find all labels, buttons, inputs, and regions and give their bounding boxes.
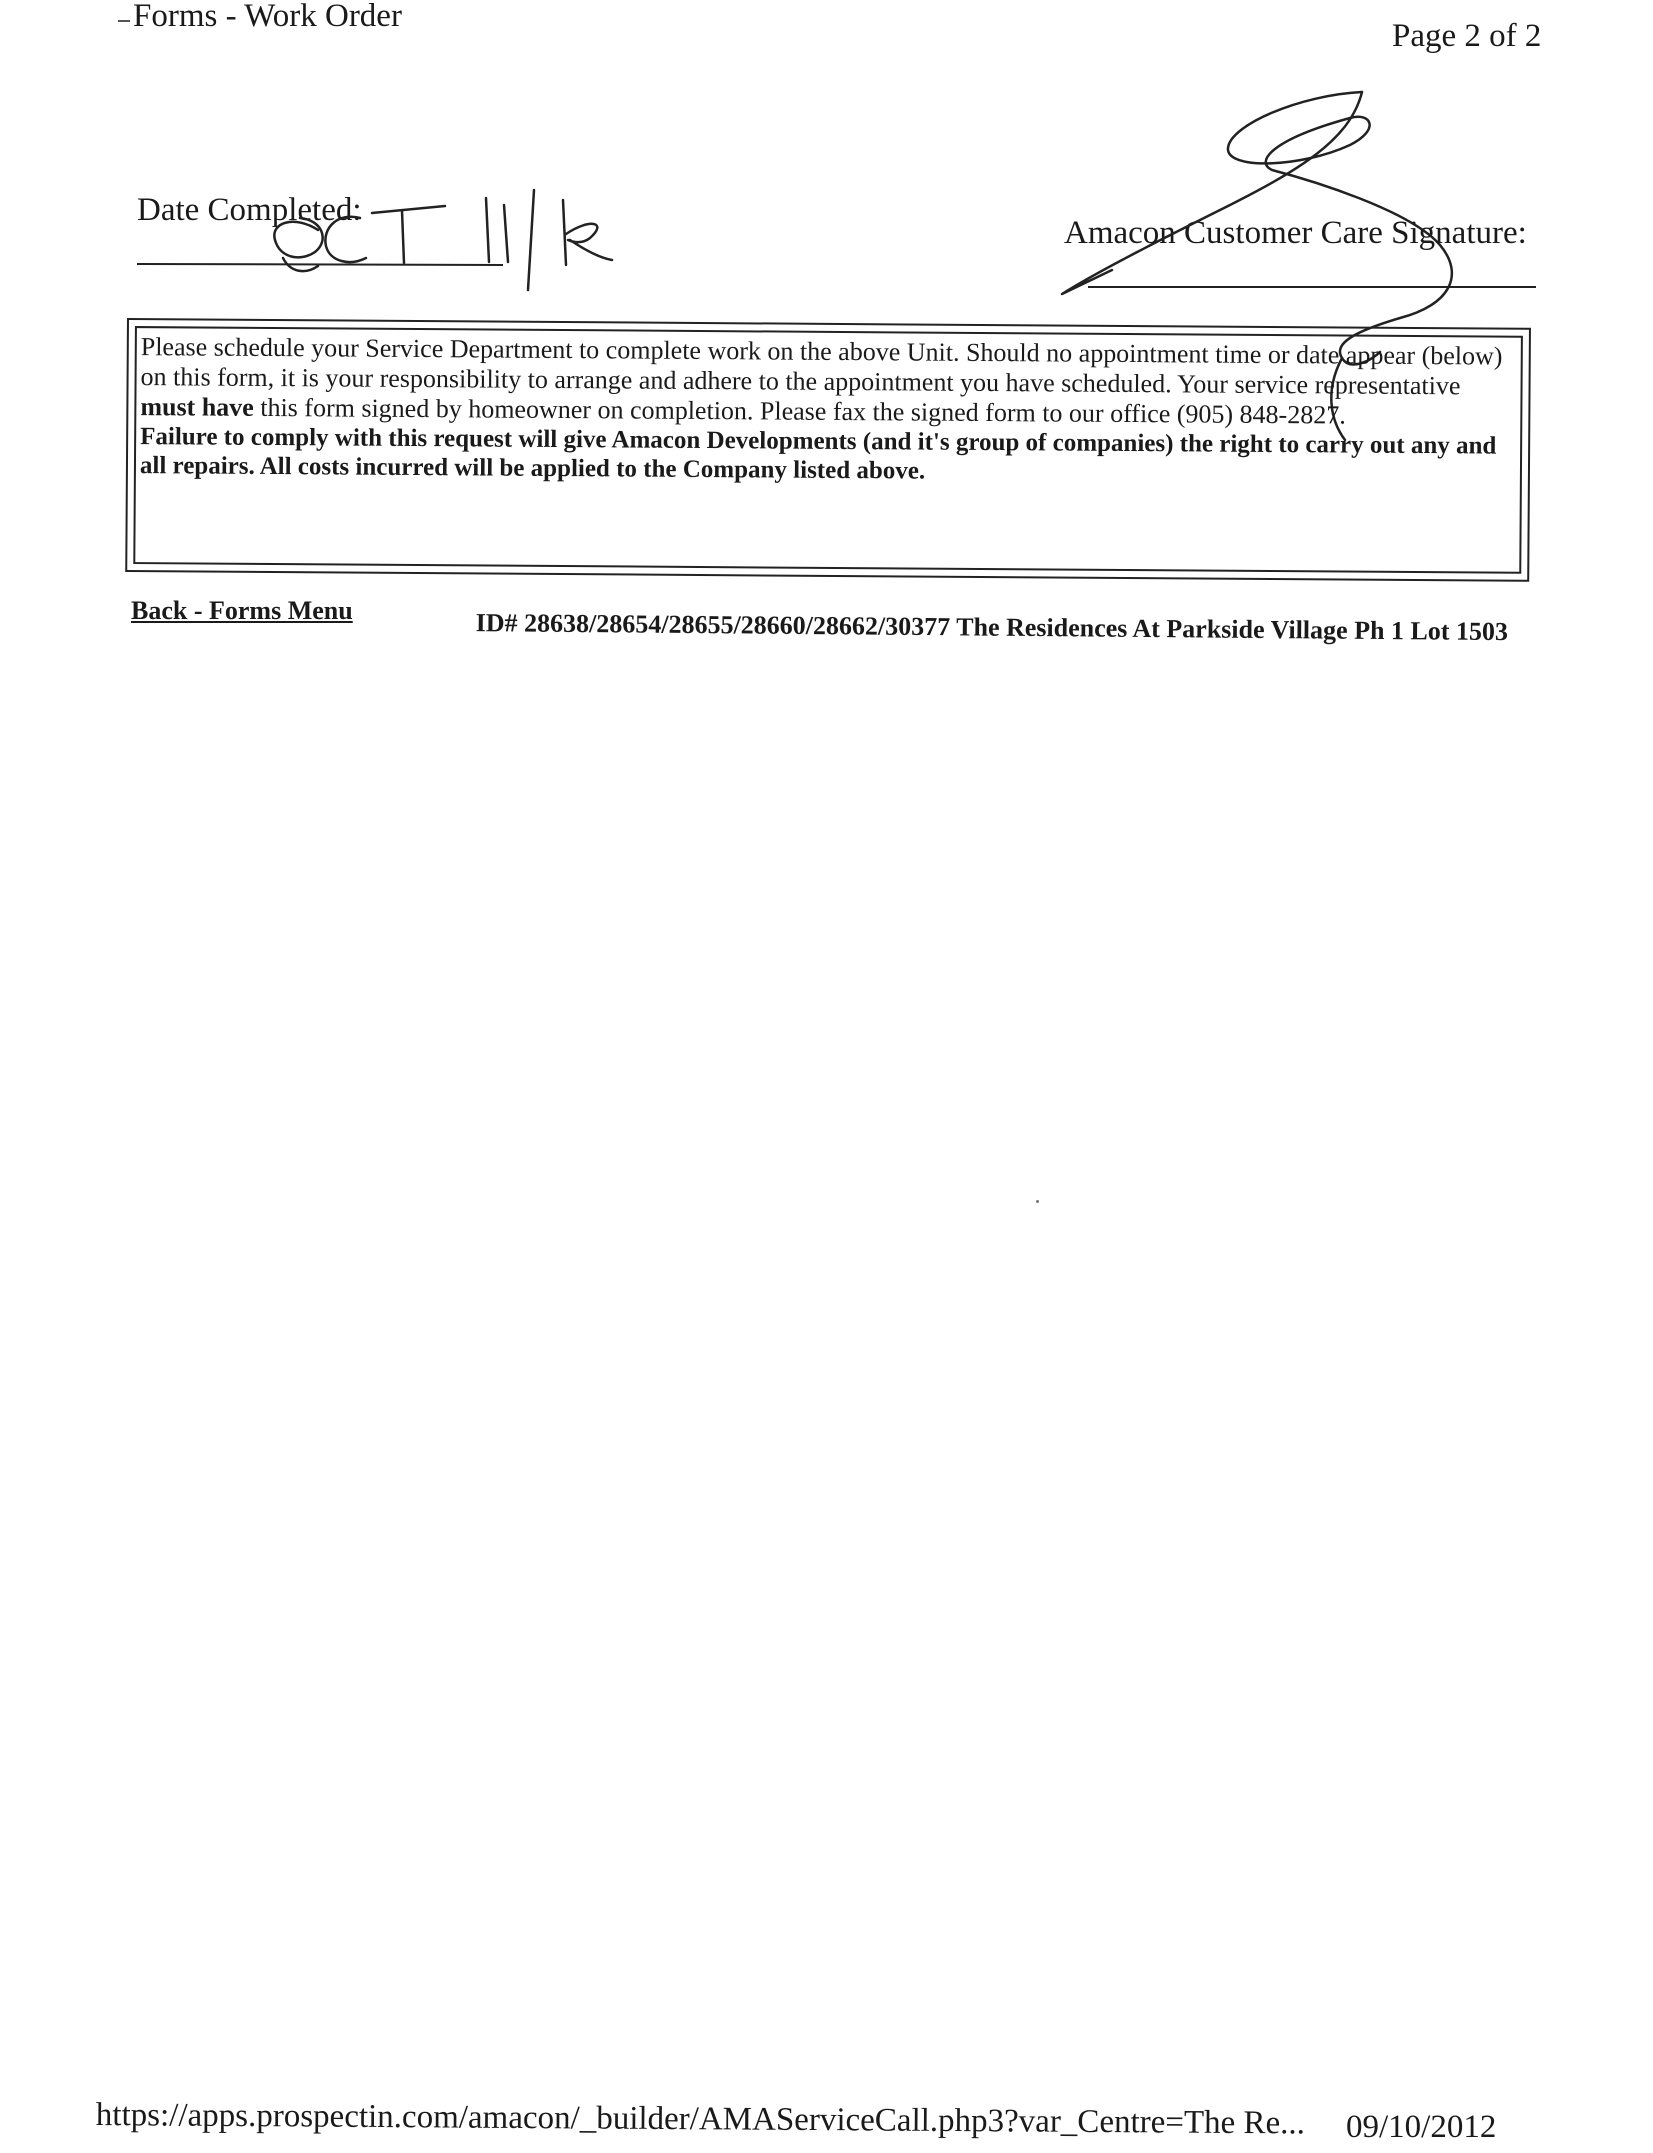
form-title: Forms - Work Order [133,0,402,34]
footer-print-date: 09/10/2012 [1346,2109,1497,2145]
page-number: Page 2 of 2 [1392,18,1542,54]
instructions-part-2: this form signed by homeowner on completion. Please fax the signed form to our office (905) 848-2827. [253,392,1346,430]
signature-line [1088,286,1536,288]
footer-url: https://apps.prospectin.com/amacon/_builder/AMAServiceCall.php3?var_Centre=The Re... [95,2097,1306,2142]
service-notice-inner [133,326,1523,574]
header-mark [118,20,130,22]
must-have-emphasis: must have [140,392,254,422]
back-forms-menu-link[interactable]: Back - Forms Menu [131,596,353,625]
service-notice-box [125,318,1531,582]
date-completed-label: Date Completed: [137,192,362,228]
scan-speck [1036,1200,1039,1203]
date-completed-line [137,263,503,266]
signature-label: Amacon Customer Care Signature: [1064,215,1527,251]
service-instructions [140,332,1517,432]
instructions-part-1: Please schedule your Service Department to complete work on the above Unit. Should no appointment time or date appear (below) on this form, it is your responsibility to arrange and adhere to the appointment you have scheduled. Your service representative [140,332,1503,401]
compliance-warning: Failure to comply with this request will give Amacon Developments (and it's group of companies) the right to carry out any and all repairs. All costs incurred will be applied to the Company listed above. [139,423,1497,485]
record-id-text: ID# 28638/28654/28655/28660/28662/30377 The Residences At Parkside Village Ph 1 Lot 1503 [475,608,1509,647]
